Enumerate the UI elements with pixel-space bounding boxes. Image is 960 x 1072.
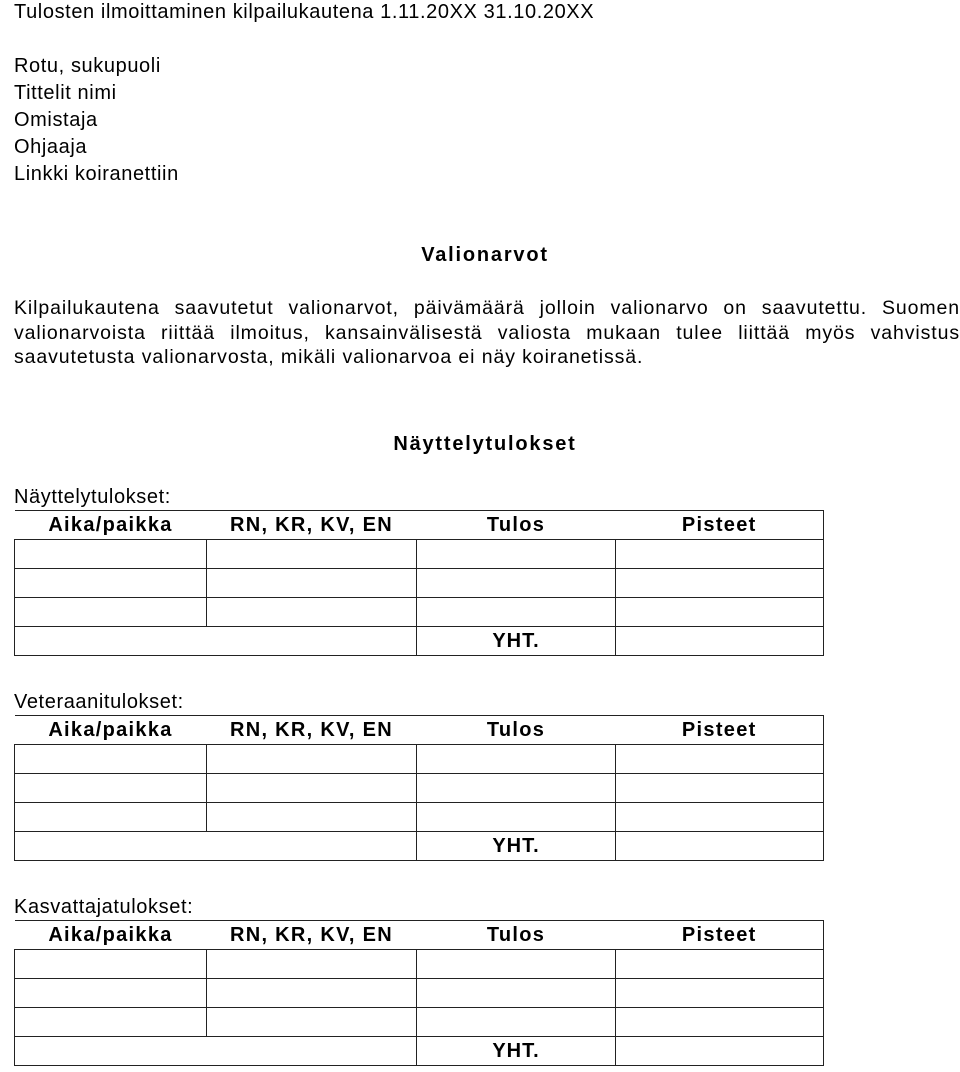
table-cell [417, 950, 616, 979]
column-header-result: Tulos [417, 716, 616, 745]
table-row [15, 745, 824, 774]
breeder-results-label: Kasvattajatulokset: [14, 896, 194, 918]
table-cell [207, 569, 417, 598]
column-header-time-place: Aika/paikka [15, 716, 207, 745]
table-cell [616, 803, 824, 832]
table-cell [616, 540, 824, 569]
table-cell [15, 569, 207, 598]
column-header-result: Tulos [417, 921, 616, 950]
table-total-row [15, 832, 824, 861]
table-header-row [15, 921, 824, 950]
table-cell [417, 745, 616, 774]
dog-info-link: Linkki koiranettiin [14, 163, 179, 185]
column-header-class: RN, KR, KV, EN [207, 921, 417, 950]
dog-info-owner: Omistaja [14, 109, 98, 131]
table-row [15, 950, 824, 979]
show-results-label: Näyttelytulokset: [14, 486, 171, 508]
breeder-results-table [14, 920, 824, 1066]
table-cell [15, 803, 207, 832]
table-cell [417, 803, 616, 832]
total-label: YHT. [417, 627, 616, 656]
table-cell [207, 745, 417, 774]
total-value-cell [616, 832, 824, 861]
table-cell [15, 832, 417, 861]
dog-info-breed-sex: Rotu, sukupuoli [14, 55, 161, 77]
table-cell [207, 803, 417, 832]
valionarvot-heading: Valionarvot [421, 244, 549, 266]
column-header-class: RN, KR, KV, EN [207, 511, 417, 540]
total-value-cell [616, 627, 824, 656]
table-cell [417, 540, 616, 569]
table-cell [15, 627, 417, 656]
veteran-results-table [14, 715, 824, 861]
table-cell [616, 774, 824, 803]
table-row [15, 569, 824, 598]
table-row [15, 1008, 824, 1037]
table-cell [417, 1008, 616, 1037]
table-cell [616, 598, 824, 627]
table-cell [207, 1008, 417, 1037]
table-cell [616, 1008, 824, 1037]
table-cell [15, 598, 207, 627]
column-header-points: Pisteet [616, 921, 824, 950]
table-header-row [15, 716, 824, 745]
table-cell [616, 950, 824, 979]
table-cell [417, 774, 616, 803]
table-cell [417, 598, 616, 627]
table-row [15, 774, 824, 803]
column-header-result: Tulos [417, 511, 616, 540]
dog-info-handler: Ohjaaja [14, 136, 88, 158]
document-title: Tulosten ilmoittaminen kilpailukautena 1.11.20XX 31.10.20XX [14, 1, 595, 23]
table-row [15, 803, 824, 832]
table-cell [616, 569, 824, 598]
dog-info-titles-name: Tittelit nimi [14, 82, 117, 104]
table-cell [15, 540, 207, 569]
table-cell [15, 1008, 207, 1037]
table-row [15, 979, 824, 1008]
table-cell [15, 1037, 417, 1066]
column-header-time-place: Aika/paikka [15, 511, 207, 540]
table-cell [417, 569, 616, 598]
table-cell [15, 979, 207, 1008]
table-cell [207, 950, 417, 979]
table-cell [616, 979, 824, 1008]
total-label: YHT. [417, 832, 616, 861]
total-label: YHT. [417, 1037, 616, 1066]
show-results-table [14, 510, 824, 656]
table-row [15, 598, 824, 627]
column-header-time-place: Aika/paikka [15, 921, 207, 950]
table-header-row [15, 511, 824, 540]
veteran-results-label: Veteraanitulokset: [14, 691, 184, 713]
table-cell [207, 598, 417, 627]
table-cell [15, 745, 207, 774]
column-header-points: Pisteet [616, 716, 824, 745]
table-cell [417, 979, 616, 1008]
table-cell [207, 540, 417, 569]
column-header-class: RN, KR, KV, EN [207, 716, 417, 745]
table-cell [207, 979, 417, 1008]
valionarvot-paragraph: Kilpailukautena saavutetut valionarvot, päivämäärä jolloin valionarvo on saavutettu. Suomen valionarvoista riittää ilmoitus, kansainvälisestä valiosta mukaan tulee liittää myös vahvistus saavutetusta valionarvosta, mikäli valionarvoa ei näy koiranetissä. [14, 297, 960, 368]
table-total-row [15, 627, 824, 656]
nayttelytulokset-heading: Näyttelytulokset [393, 433, 577, 455]
total-value-cell [616, 1037, 824, 1066]
table-cell [616, 745, 824, 774]
table-total-row [15, 1037, 824, 1066]
table-row [15, 540, 824, 569]
table-cell [15, 950, 207, 979]
table-cell [15, 774, 207, 803]
table-cell [207, 774, 417, 803]
column-header-points: Pisteet [616, 511, 824, 540]
